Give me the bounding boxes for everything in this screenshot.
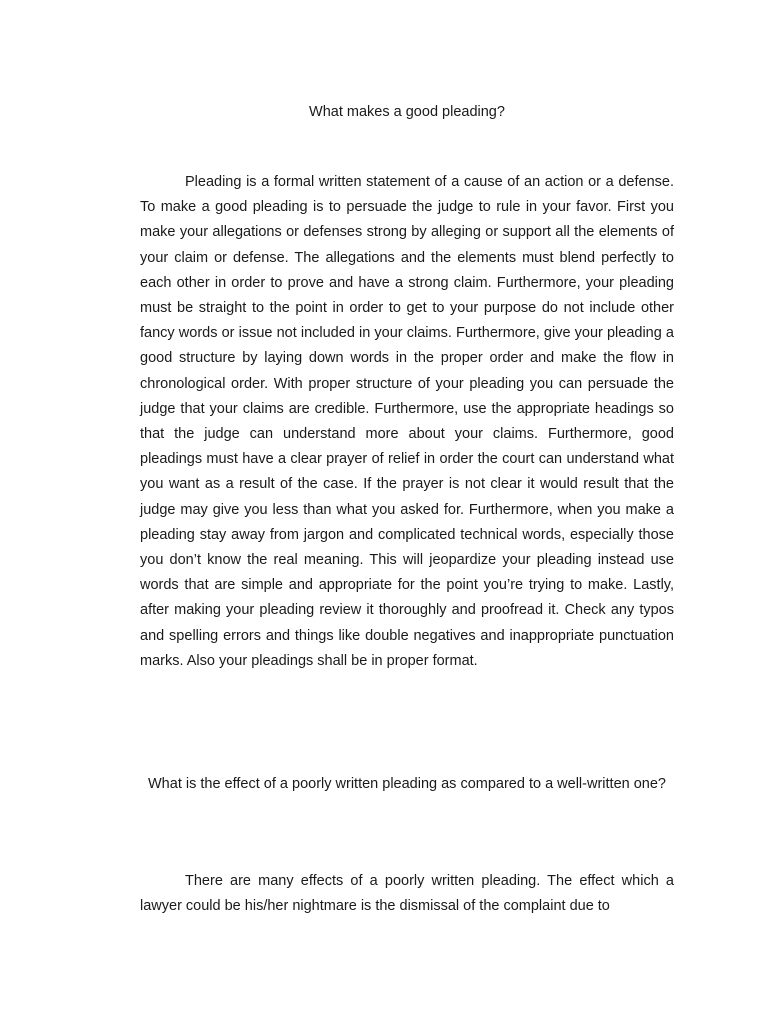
- section-1-paragraph: Pleading is a formal written statement of a cause of an action or a defense. To make a good pleading is to persuade the judge to rule in your favor. First you make your allegations or defenses strong by alleging or support all the elements of your claim or defense. The allegations and the elements must blend perfectly to each other in order to prove and have a strong claim. Furthermore, your pleading must be straight to the point in order to get to your purpose do not include other fancy words or issue not included in your claims. Furthermore, give your pleading a good structure by laying down words in the proper order and make the flow in chronological order. With proper structure of your pleading you can persuade the judge that your claims are credible. Furthermore, use the appropriate headings so that the judge can understand more about your claims. Furthermore, good pleadings must have a clear prayer of relief in order the court can understand what you want as a result of the case. If the prayer is not clear it would result that the judge may give you less than what you asked for. Furthermore, when you make a pleading stay away from jargon and complicated technical words, especially those you don’t know the real meaning. This will jeopardize your pleading instead use words that are simple and appropriate for the point you’re trying to make. Lastly, after making your pleading review it thoroughly and proofread it. Check any typos and spelling errors and things like double negatives and inappropriate punctuation marks. Also your pleadings shall be in proper format.: [140, 174, 674, 669]
- section-2-paragraph: There are many effects of a poorly written pleading. The effect which a lawyer could be his/her nightmare is the dismissal of the complaint due to: [140, 873, 674, 915]
- section-1-title: What makes a good pleading?: [309, 104, 505, 120]
- section-2-title: What is the effect of a poorly written pleading as compared to a well-written one?: [148, 776, 666, 792]
